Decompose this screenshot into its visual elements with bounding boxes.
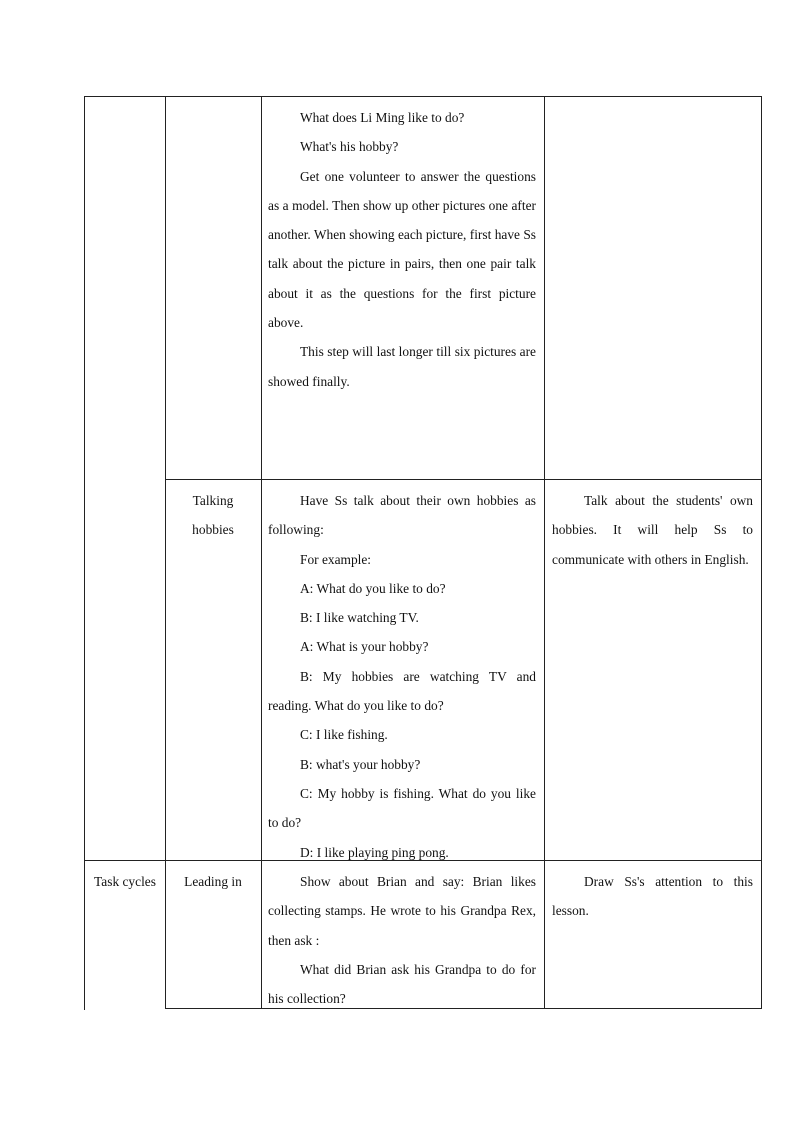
table-right-border xyxy=(761,96,762,1009)
activity-line: B: what's your hobby? xyxy=(300,756,421,772)
row3-activity-cell xyxy=(268,867,536,1013)
step-label: Leading in xyxy=(184,874,242,889)
activity-line: For example: xyxy=(300,551,372,567)
row2-activity-cell xyxy=(268,486,536,867)
activity-line: D: I like playing ping pong. xyxy=(300,844,449,860)
step-label: Talking hobbies xyxy=(192,493,234,538)
activity-line: What does Li Ming like to do? xyxy=(300,110,465,125)
row3-stage-cell xyxy=(92,867,158,896)
purpose-text: Talk about the students' own hobbies. It will help Ss to communicate with others in English. xyxy=(552,493,753,567)
activity-line: C: My hobby is fishing. What do you like to do? xyxy=(268,785,536,831)
activity-line: B: My hobbies are watching TV and reading. What do you like to do? xyxy=(268,668,536,714)
column-divider-1 xyxy=(165,96,166,1009)
column-divider-2 xyxy=(261,96,262,1009)
stage-label: Task cycles xyxy=(94,874,156,889)
column-divider-3 xyxy=(544,96,545,1009)
activity-line: This step will last longer till six pictures are showed finally. xyxy=(268,344,536,389)
activity-line: What's his hobby? xyxy=(300,139,399,155)
activity-line: What did Brian ask his Grandpa to do for his collection? xyxy=(268,961,536,1007)
row2-step-cell xyxy=(172,486,254,545)
activity-line: A: What do you like to do? xyxy=(300,580,446,596)
activity-line: Have Ss talk about their own hobbies as following: xyxy=(268,493,536,538)
activity-line: B: I like watching TV. xyxy=(300,610,419,626)
row3-purpose-cell xyxy=(552,867,753,926)
activity-line: Get one volunteer to answer the questions as a model. Then show up other pictures one after another. When showing each picture, first have Ss talk about the picture in pairs, then one pair talk about it as the questions for the first picture above. xyxy=(268,168,536,331)
purpose-text: Draw Ss's attention to this lesson. xyxy=(552,874,753,919)
table-top-border xyxy=(84,96,762,97)
table-left-border xyxy=(84,96,85,1010)
row1-activity-cell xyxy=(268,103,536,396)
activity-line: Show about Brian and say: Brian likes collecting stamps. He wrote to his Grandpa Rex, then ask : xyxy=(268,874,536,948)
row-divider-1 xyxy=(165,479,762,480)
activity-line: C: I like fishing. xyxy=(300,727,388,743)
activity-line: A: What is your hobby? xyxy=(300,639,429,655)
row3-step-cell xyxy=(172,867,254,896)
row2-purpose-cell xyxy=(552,486,753,574)
